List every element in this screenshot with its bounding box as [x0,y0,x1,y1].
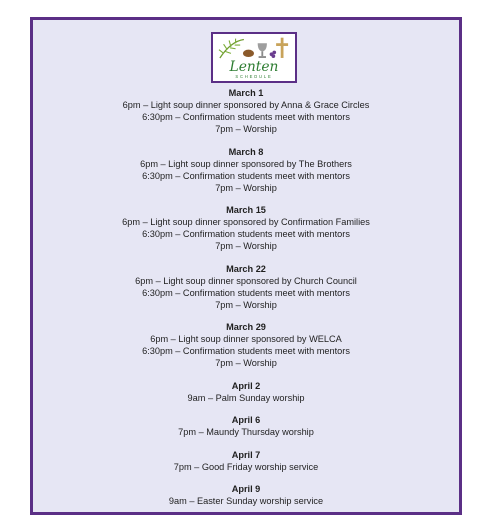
entry-line: 6pm – Light soup dinner sponsored by Confirmation Families [122,217,370,227]
entry-line: 6pm – Light soup dinner sponsored by WELCA [150,334,342,344]
schedule-entry [33,146,459,194]
entry-date: April 2 [231,380,261,391]
entry-date: April 9 [231,484,261,494]
entry-line: 7pm – Worship [215,124,277,134]
entry-line: 6:30pm – Confirmation students meet with mentors [142,229,350,239]
entry-line: 7pm – Worship [215,299,277,310]
schedule-entry [33,87,459,135]
entry-line: 9am – Palm Sunday worship [187,392,305,403]
schedule-entry [33,414,459,438]
entry-date: March 22 [226,263,266,274]
lenten-logo [211,32,297,83]
schedule-entry [33,380,459,404]
entry-date: April 6 [231,415,261,425]
schedule-entry [33,483,459,507]
entry-line: 7pm – Worship [215,358,277,368]
entry-line: 6pm – Light soup dinner sponsored by Church Council [135,275,357,286]
entry-date: March 8 [228,146,264,157]
entry-date: March 29 [226,322,266,332]
entry-line: 6:30pm – Confirmation students meet with mentors [142,112,350,122]
logo-title: Lenten [229,58,279,75]
schedule-entry [33,204,459,252]
entry-line: 6pm – Light soup dinner sponsored by Anna & Grace Circles [122,100,370,110]
entry-line: 7pm – Maundy Thursday worship [178,427,314,437]
schedule-frame [30,17,462,515]
entry-line: 6pm – Light soup dinner sponsored by The Brothers [140,158,352,169]
entry-date: March 15 [226,205,266,215]
entry-line: 7pm – Good Friday worship service [173,461,319,472]
entry-line: 6:30pm – Confirmation students meet with mentors [142,287,350,298]
lenten-logo-graphic [213,34,295,81]
logo-subtitle: SCHEDULE [235,74,273,80]
entry-line: 7pm – Worship [215,241,277,251]
entry-line: 9am – Easter Sunday worship service [168,496,324,506]
entry-date: April 7 [231,449,261,460]
entry-date: March 1 [228,88,264,98]
entry-line: 6:30pm – Confirmation students meet with mentors [142,346,350,356]
schedule-list [33,87,459,518]
entry-line: 6:30pm – Confirmation students meet with mentors [142,170,350,181]
entry-line: 7pm – Worship [215,182,277,193]
schedule-entry [33,321,459,369]
schedule-entry [33,449,459,473]
schedule-entry [33,263,459,311]
